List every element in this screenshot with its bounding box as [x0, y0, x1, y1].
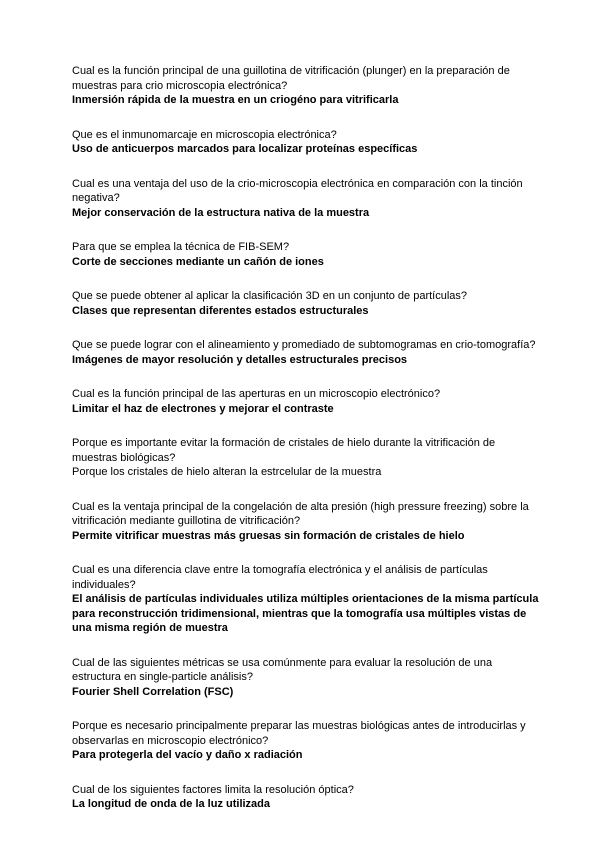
answer-text: Porque los cristales de hielo alteran la estrcelular de la muestra [72, 466, 382, 478]
qa-item-5 [72, 289, 540, 318]
question-text: Cual de los siguientes factores limita la resolución óptica? [72, 783, 354, 796]
answer-text: Permite vitrificar muestras más gruesas sin formación de cristales de hielo [72, 529, 465, 542]
qa-item-11 [72, 656, 540, 700]
qa-item-13 [72, 783, 540, 812]
qa-item-2 [72, 128, 540, 157]
question-text: Porque es importante evitar la formación de cristales de hielo durante la vitrificación de muestras biológicas? [72, 437, 496, 464]
question-text: Cual es la función principal de una guillotina de vitrificación (plunger) en la preparación de muestras para crio microscopia electrónica? [72, 65, 510, 92]
answer-text: Clases que representan diferentes estados estructurales [72, 304, 369, 317]
qa-item-7 [72, 387, 540, 416]
answer-text: Limitar el haz de electrones y mejorar el contraste [72, 402, 334, 415]
answer-text: Imágenes de mayor resolución y detalles estructurales precisos [72, 353, 408, 366]
question-text: Cual es una ventaja del uso de la crio-microscopia electrónica en comparación con la tinción negativa? [72, 177, 523, 204]
qa-item-3 [72, 177, 540, 221]
answer-text: La longitud de onda de la luz utilizada [72, 798, 271, 810]
qa-item-9 [72, 500, 540, 544]
answer-text: Corte de secciones mediante un cañón de iones [72, 255, 324, 268]
qa-item-10 [72, 563, 540, 636]
qa-item-6 [72, 338, 540, 367]
answer-text: Inmersión rápida de la muestra en un criogéno para vitrificarla [72, 94, 399, 106]
question-text: Cual es la función principal de las aperturas en un microscopio electrónico? [72, 388, 441, 400]
question-text: Que es el inmunomarcaje en microscopia electrónica? [72, 128, 337, 141]
answer-text: Para protegerla del vacío y daño x radiación [72, 749, 303, 761]
answer-text: El análisis de partículas individuales utiliza múltiples orientaciones de la misma partícula para reconstrucción tridimensional, mientras que la tomografía usa múltiples vistas de una misma región de muestra [72, 593, 539, 634]
qa-item-1 [72, 64, 540, 108]
question-text: Cual es la ventaja principal de la congelación de alta presión (high pressure freezing) sobre la vitrificación mediante guillotina de vitrificación? [72, 500, 529, 527]
question-text: Que se puede obtener al aplicar la clasificación 3D en un conjunto de partículas? [72, 290, 468, 302]
question-text: Porque es necesario principalmente preparar las muestras biológicas antes de introducirlas y observarlas en microscopio electrónico? [72, 720, 526, 747]
question-text: Para que se emplea la técnica de FIB-SEM? [72, 241, 290, 253]
qa-item-8 [72, 436, 540, 480]
answer-text: Mejor conservación de la estructura nativa de la muestra [72, 206, 370, 219]
question-text: Que se puede lograr con el alineamiento y promediado de subtomogramas en crio-tomografía? [72, 339, 536, 351]
question-text: Cual de las siguientes métricas se usa comúnmente para evaluar la resolución de una estructura en single-particle análisis? [72, 656, 493, 683]
answer-text: Fourier Shell Correlation (FSC) [72, 685, 234, 698]
qa-item-4 [72, 240, 540, 269]
answer-text: Uso de anticuerpos marcados para localizar proteínas específicas [72, 143, 418, 155]
question-text: Cual es una diferencia clave entre la tomografía electrónica y el análisis de partículas individuales? [72, 564, 488, 591]
qa-item-12 [72, 719, 540, 763]
